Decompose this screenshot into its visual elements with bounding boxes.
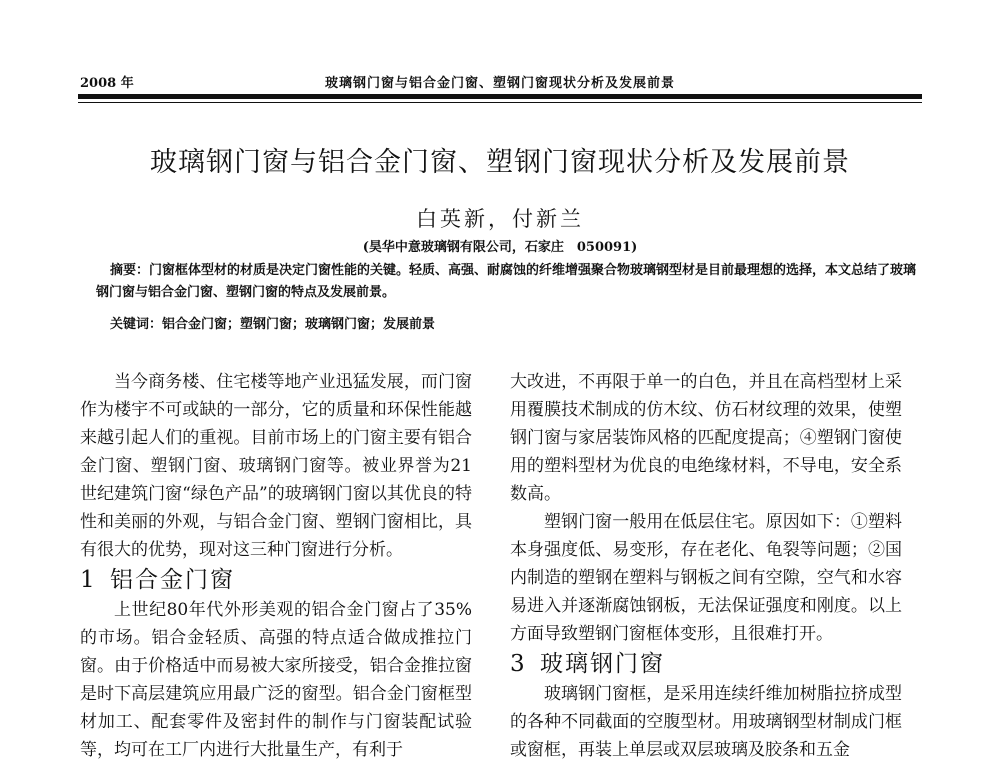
keywords-text: 铝合金门窗；塑钢门窗；玻璃钢门窗；发展前景 — [162, 317, 436, 332]
abstract — [96, 260, 922, 304]
header-rule-thick — [78, 94, 922, 99]
body-column-right — [510, 368, 902, 764]
section-title: 铝合金门窗 — [110, 567, 235, 593]
section-heading-3 — [510, 648, 902, 680]
continued-paragraph: 大改进，不再限于单一的白色，并且在高档型材上采用覆膜技术制成的仿木纹、仿石材纹理的效果，使塑钢门窗与家居装饰风格的匹配度提高；④塑钢门窗使用的塑料型材为优良的电绝缘材料，不导电，安全系数高。 — [510, 372, 902, 504]
article-title: 玻璃钢门窗与铝合金门窗、塑钢门窗现状分析及发展前景 — [150, 147, 850, 178]
section1-paragraph: 上世纪80年代外形美观的铝合金门窗占了35%的市场。铝合金轻质、高强的特点适合做成推拉门窗。由于价格适中而易被大家所接受，铝合金推拉窗是时下高层建筑应用最广泛的窗型。铝合金门窗框型材加工、配套零件及密封件的制作与门窗装配试验等，均可在工厂内进行大批量生产，有利于 — [80, 600, 472, 760]
section-heading-1 — [80, 564, 472, 596]
abstract-text: 门窗框体型材的材质是决定门窗性能的关键。轻质、高强、耐腐蚀的纤维增强聚合物玻璃钢型材是目前最理想的选择，本文总结了玻璃钢门窗与铝合金门窗、塑钢门窗的特点及发展前景。 — [96, 263, 917, 300]
header-year: 2008 年 — [80, 76, 134, 91]
abstract-label: 摘要： — [110, 263, 150, 278]
intro-paragraph: 当今商务楼、住宅楼等地产业迅猛发展，而门窗作为楼宇不可或缺的一部分，它的质量和环保性能越来越引起人们的重视。目前市场上的门窗主要有铝合金门窗、塑钢门窗、玻璃钢门窗等。被业界誉为21世纪建筑门窗“绿色产品”的玻璃钢门窗以其优良的特性和美丽的外观，与铝合金门窗、塑钢门窗相比，具有很大的优势，现对这三种门窗进行分析。 — [80, 372, 472, 560]
article-authors: 白英新，付新兰 — [416, 207, 584, 231]
section3-paragraph: 玻璃钢门窗框，是采用连续纤维加树脂拉挤成型的各种不同截面的空腹型材。用玻璃钢型材制成门框或窗框，再装上单层或双层玻璃及胶条和五金 — [510, 684, 902, 760]
section-number: 1 — [80, 567, 97, 593]
header-rule-thin — [78, 102, 922, 103]
header-running-title: 玻璃钢门窗与铝合金门窗、塑钢门窗现状分析及发展前景 — [324, 76, 675, 91]
article-affiliation: (昊华中意玻璃钢有限公司，石家庄 050091) — [362, 240, 638, 255]
section-title: 玻璃钢门窗 — [540, 651, 665, 677]
running-header — [78, 70, 922, 92]
section-number: 3 — [510, 651, 527, 677]
pvc-usage-paragraph: 塑钢门窗一般用在低层住宅。原因如下：①塑料本身强度低、易变形，存在老化、龟裂等问题；②国内制造的塑钢在塑料与钢板之间有空隙，空气和水容易进入并逐渐腐蚀钢板，无法保证强度和刚度。以上方面导致塑钢门窗框体变形，且很难打开。 — [510, 512, 902, 644]
keywords-label: 关键词： — [110, 317, 163, 332]
keywords — [110, 313, 435, 332]
body-column-left — [80, 368, 472, 764]
